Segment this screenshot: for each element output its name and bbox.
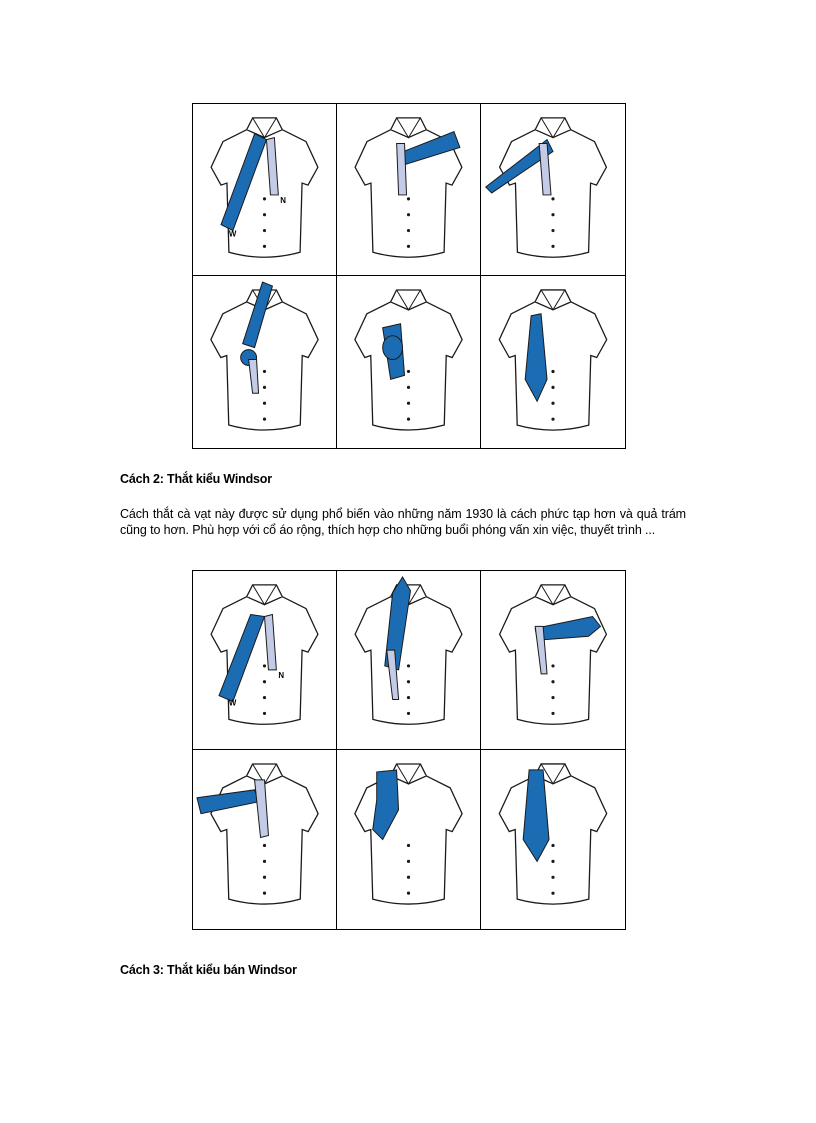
windsor-narrow-end-label: N — [278, 670, 285, 680]
shirt-drawing — [499, 290, 606, 430]
shirt-drawing — [211, 585, 318, 724]
windsor-step-5-illustration — [337, 750, 481, 929]
wide-end-label: W — [228, 229, 237, 239]
step-4-illustration — [193, 276, 337, 448]
method-2-paragraph: Cách thắt cà vạt này được sử dụng phổ biến vào những năm 1930 là cách phức tạp hơn và quả trám cũng to hơn. Phù hợp với cổ áo rộng, thích hợp cho những buổi phóng vấn xin việc, thuyết trình ... — [120, 507, 686, 537]
shirt-drawing — [500, 585, 607, 724]
method-2-heading: Cách 2: Thắt kiểu Windsor — [120, 472, 272, 486]
narrow-end-label: N — [280, 195, 287, 205]
four-in-hand-steps-grid — [192, 103, 626, 449]
windsor-step-6-illustration — [481, 750, 625, 929]
step-1-illustration — [193, 104, 337, 276]
windsor-step-2-illustration — [337, 571, 481, 750]
windsor-step-3-illustration — [481, 571, 625, 750]
shirt-drawing — [355, 764, 462, 904]
step-2-illustration — [337, 104, 481, 276]
windsor-wide-end-label: W — [228, 698, 237, 708]
shirt-drawing — [355, 290, 462, 430]
windsor-step-4-illustration — [193, 750, 337, 929]
windsor-step-1-illustration — [193, 571, 337, 750]
shirt-drawing — [499, 764, 606, 904]
method-3-heading: Cách 3: Thắt kiểu bán Windsor — [120, 963, 297, 977]
step-3-illustration — [481, 104, 625, 276]
windsor-steps-grid — [192, 570, 626, 930]
step-6-illustration — [481, 276, 625, 448]
step-5-illustration — [337, 276, 481, 448]
shirt-drawing — [500, 118, 607, 257]
